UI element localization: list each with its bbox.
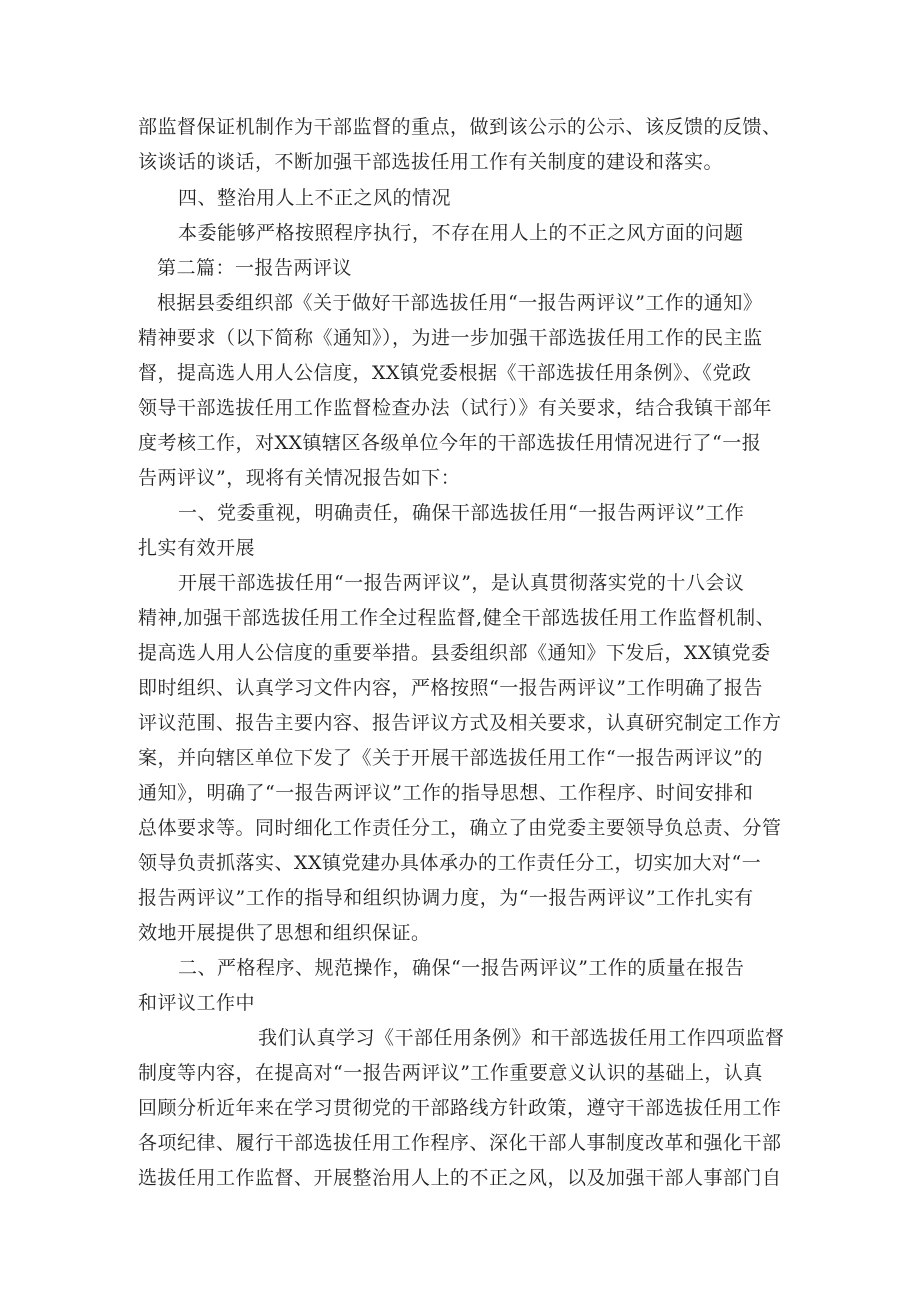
text-line: 领导干部选拔任用工作监督检查办法（试行）》有关要求，结合我镇干部年 [138,397,773,419]
text-line: 精神,加强干部选拔任用工作全过程监督,健全干部选拔任用工作监督机制、 [138,607,776,629]
section-heading: 和评议工作中 [138,992,256,1014]
text-line: 报告两评议”工作的指导和组织协调力度，为“一报告两评议”工作扎实有 [138,887,754,909]
section-heading: 扎实有效开展 [138,537,256,559]
text-line: 根据县委组织部《关于做好干部选拔任用“一报告两评议”工作的通知》 [157,292,763,314]
text-line: 效地开展提供了思想和组织保证。 [138,922,431,944]
section-heading: 一、党委重视，明确责任，确保干部选拔任用“一报告两评议”工作 [178,502,745,524]
text-line: 部监督保证机制作为干部监督的重点，做到该公示的公示、该反馈的反馈、 [138,116,782,138]
text-line: 该谈话的谈话，不断加强干部选拔任用工作有关制度的建设和落实。 [138,151,724,173]
text-line: 度考核工作，对XX镇辖区各级单位今年的干部选拔任用情况进行了“一报 [138,432,762,454]
text-line: 领导负责抓落实、XX镇党建办具体承办的工作责任分工，切实加大对“一 [138,852,762,874]
text-line: 总体要求等。同时细化工作责任分工，确立了由党委主要领导负总责、分管 [138,817,782,839]
text-line: 提高选人用人公信度的重要举措。县委组织部《通知》下发后，XX镇党委 [138,642,771,664]
chapter-title: 第二篇：一报告两评议 [157,257,353,279]
text-line: 精神要求（以下简称《通知》），为进一步加强干部选拔任用工作的民主监 [138,327,763,349]
text-line: 通知》，明确了“一报告两评议”工作的指导思想、工作程序、时间安排和 [138,782,754,804]
text-line: 我们认真学习《干部任用条例》和干部选拔任用工作四项监督 [258,1027,785,1049]
text-line: 案，并向辖区单位下发了《关于开展干部选拔任用工作“一报告两评议”的 [138,747,763,769]
text-line: 评议范围、报告主要内容、报告评议方式及相关要求，认真研究制定工作方 [138,712,782,734]
text-line: 回顾分析近年来在学习贯彻党的干部路线方针政策，遵守干部选拔任用工作 [138,1097,782,1119]
text-line: 本委能够严格按照程序执行，不存在用人上的不正之风方面的问题 [178,222,744,244]
text-line: 即时组织、认真学习文件内容，严格按照“一报告两评议”工作明确了报告 [138,677,763,699]
text-line: 告两评议”，现将有关情况报告如下： [138,467,461,489]
section-heading: 二、严格程序、规范操作，确保“一报告两评议”工作的质量在报告 [178,957,745,979]
section-heading: 四、整治用人上不正之风的情况 [178,187,452,209]
text-line: 选拔任用工作监督、开展整治用人上的不正之风，以及加强干部人事部门自 [138,1167,782,1189]
text-line: 督，提高选人用人公信度，XX镇党委根据《干部选拔任用条例》、《党政 [138,362,752,384]
text-line: 各项纪律、履行干部选拔任用工作程序、深化干部人事制度改革和强化干部 [138,1132,782,1154]
text-line: 开展干部选拔任用“一报告两评议”，是认真贯彻落实党的十八会议 [178,572,745,594]
text-line: 制度等内容，在提高对“一报告两评议”工作重要意义认识的基础上，认真 [138,1062,763,1084]
